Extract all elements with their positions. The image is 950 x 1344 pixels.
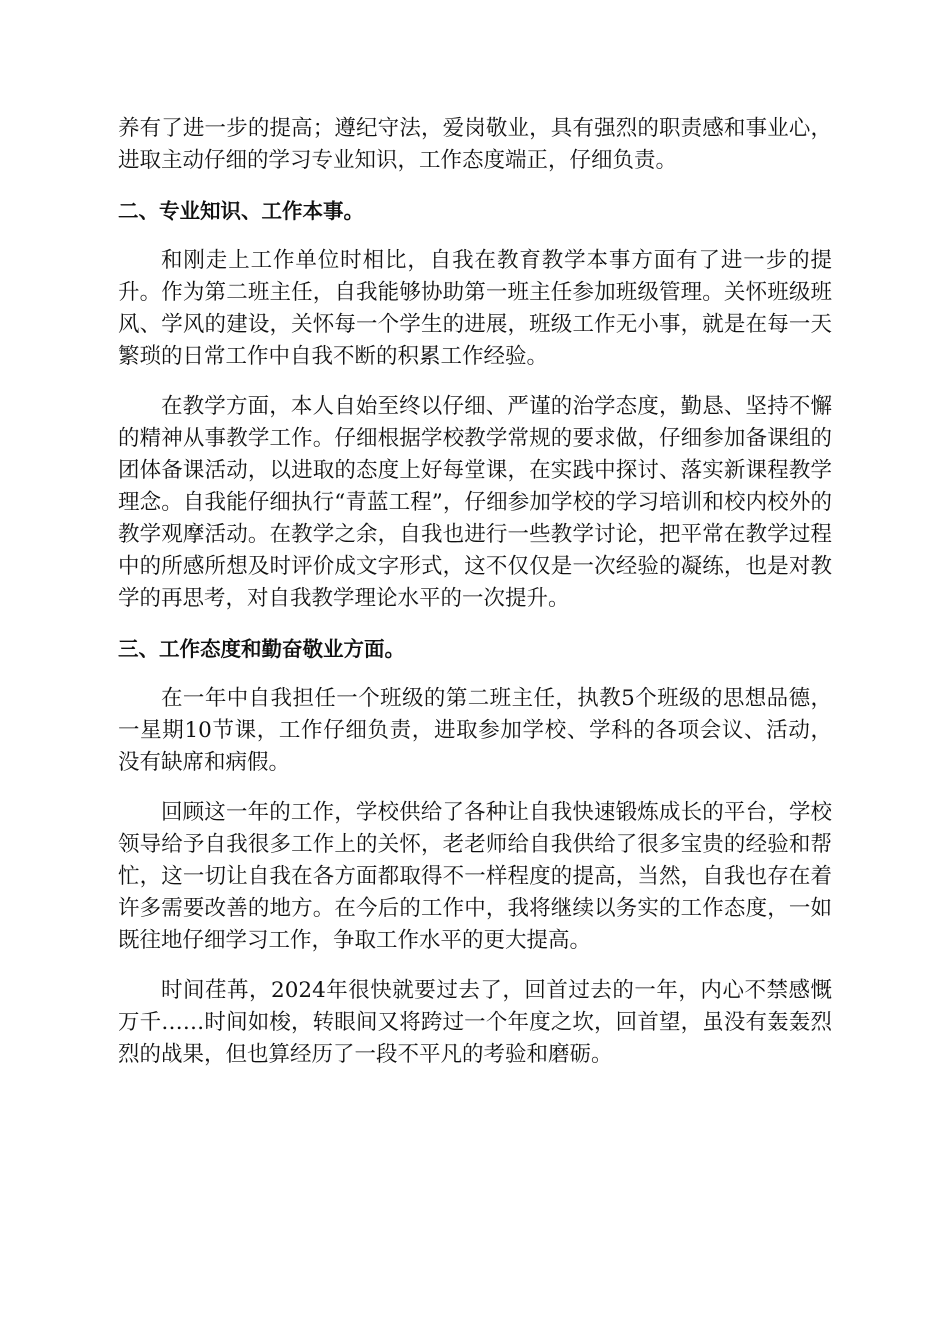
paragraph-review: 回顾这一年的工作，学校供给了各种让自我快速锻炼成长的平台，学校领导给予自我很多工作上的关怀，老老师给自我供给了很多宝贵的经验和帮忙，这一切让自我在各方面都取得不一样程度的提高，当然，自我也存在着许多需要改善的地方。在今后的工作中，我将继续以务实的工作态度，一如既往地仔细学习工作，争取工作水平的更大提高。 (118, 800, 832, 953)
paragraph-teaching-practice: 在教学方面，本人自始至终以仔细、严谨的治学态度，勤恳、坚持不懈的精神从事教学工作。仔细根据学校教学常规的要求做，仔细参加备课组的团体备课活动，以进取的态度上好每堂课，在实践中探讨、落实新课程教学理念。自我能仔细执行“青蓝工程”，仔细参加学校的学习培训和校内校外的教学观摩活动。在教学之余，自我也进行一些教学讨论，把平常在教学过程中的所感所想及时评价成文字形式，这不仅仅是一次经验的凝练，也是对教学的再思考，对自我教学理论水平的一次提升。 (118, 394, 832, 611)
paragraph-teaching-ability: 和刚走上工作单位时相比，自我在教育教学本事方面有了进一步的提升。作为第二班主任，自我能够协助第一班主任参加班级管理。关怀班级班风、学风的建设，关怀每一个学生的进展，班级工作无小事，就是在每一天繁琐的日常工作中自我不断的积累工作经验。 (118, 248, 832, 369)
paragraph-workload: 在一年中自我担任一个班级的第二班主任，执教5个班级的思想品德，一星期10节课，工作仔细负责，进取参加学校、学科的各项会议、活动，没有缺席和病假。 (118, 686, 832, 775)
document-page (118, 113, 832, 1089)
section-heading-2: 二、专业知识、工作本事。 (118, 199, 364, 223)
paragraph-closing: 时间荏苒，2024年很快就要过去了，回首过去的一年，内心不禁感慨万千……时间如梭，转眼间又将跨过一个年度之坎，回首望，虽没有轰轰烈烈的战果，但也算经历了一段不平凡的考验和磨砺。 (118, 978, 832, 1067)
paragraph-continuation: 养有了进一步的提高；遵纪守法，爱岗敬业，具有强烈的职责感和事业心，进取主动仔细的学习专业知识，工作态度端正，仔细负责。 (118, 116, 832, 173)
section-heading-3: 三、工作态度和勤奋敬业方面。 (118, 637, 405, 661)
